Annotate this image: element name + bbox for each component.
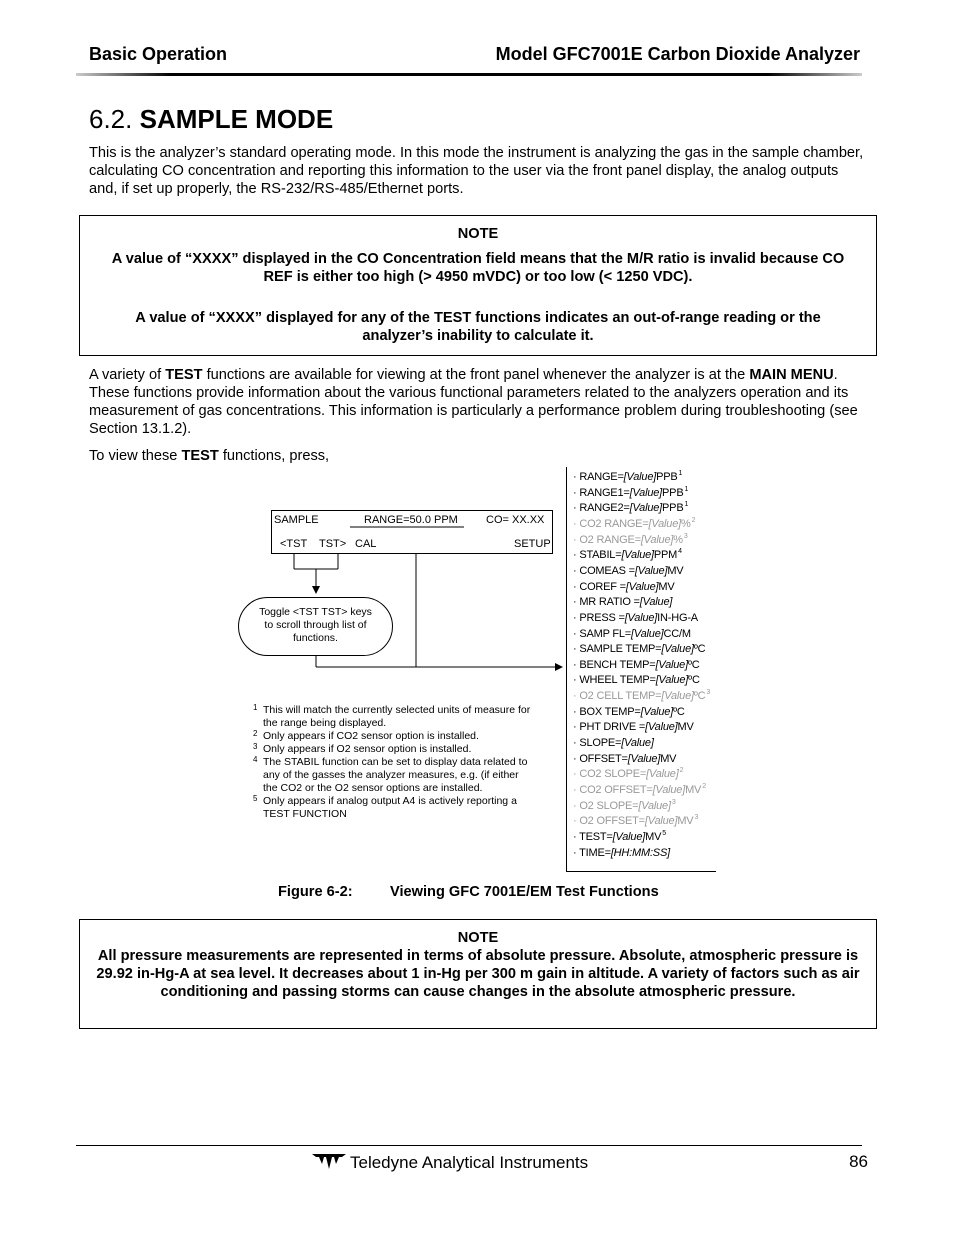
footnote-text: Only appears if CO2 sensor option is installed.: [263, 730, 479, 742]
test-function-value: [Value]: [640, 533, 674, 546]
test-function-name: SLOPE=: [579, 737, 622, 750]
tst-left-button[interactable]: <TST: [280, 538, 308, 550]
test-function-name: TIME=: [579, 846, 611, 859]
bullet: ·: [573, 674, 580, 687]
para2-text: functions are available for viewing at the front panel whenever the analyzer is at the: [202, 367, 750, 383]
cal-button[interactable]: CAL: [355, 538, 377, 550]
footnote-text: Only appears if O2 sensor option is installed.: [263, 743, 472, 755]
test-function-footnote-ref: 3: [671, 798, 676, 806]
note1-heading: NOTE: [457, 226, 499, 242]
footnote-4: [253, 756, 553, 795]
toggle-line: Toggle <TST TST> keys: [259, 606, 372, 618]
test-function-unit: PPB: [662, 486, 684, 499]
footnote-text: TEST FUNCTION: [263, 808, 347, 820]
test-function-name: O2 SLOPE=: [579, 799, 639, 812]
test-function-name: PHT DRIVE =: [579, 721, 646, 734]
bullet: ·: [573, 737, 580, 750]
test-function-item: [573, 658, 701, 671]
test-function-name: RANGE2=: [579, 502, 630, 515]
test-function-item: [573, 486, 688, 499]
test-function-value: [Value]: [646, 768, 679, 781]
para2-text: A variety of: [89, 367, 166, 383]
test-function-value: [Value]: [612, 830, 646, 843]
bullet: ·: [573, 611, 580, 624]
test-function-item: [573, 673, 701, 686]
test-function-name: COMEAS =: [579, 564, 635, 577]
test-function-value: [Value]: [645, 721, 678, 734]
figure-caption: [278, 884, 659, 900]
test-function-footnote-ref: 2: [679, 767, 684, 775]
para2-bold-main-menu: MAIN MENU: [749, 367, 834, 383]
section-title: SAMPLE MODE: [139, 104, 334, 134]
test-function-item: [573, 501, 688, 514]
footer-company-name: Teledyne Analytical Instruments: [350, 1152, 589, 1172]
test-function-list: [566, 467, 716, 872]
test-function-footnote-ref: 3: [706, 689, 711, 697]
test-function-value: [Value]: [655, 658, 688, 671]
test-function-name: RANGE1=: [579, 486, 630, 499]
test-function-item: [573, 830, 666, 843]
test-function-name: CO2 SLOPE=: [579, 768, 647, 781]
test-function-name: O2 OFFSET=: [579, 815, 645, 828]
footer-company: [312, 1152, 588, 1175]
test-function-item: [573, 720, 695, 733]
test-function-name: O2 RANGE=: [579, 533, 641, 546]
test-function-item: [573, 595, 673, 608]
bullet: ·: [573, 784, 580, 796]
test-function-value: [Value]: [661, 643, 694, 656]
test-function-unit: PPB: [656, 471, 678, 483]
footer-rule: [76, 1145, 862, 1146]
bullet: ·: [573, 815, 580, 828]
panel-sample-label: SAMPLE: [274, 514, 319, 526]
test-function-value: [Value]: [625, 580, 659, 593]
test-function-footnote-ref: 2: [702, 783, 706, 790]
bullet: ·: [573, 471, 580, 483]
bullet: ·: [573, 549, 580, 562]
para3-text: To view these: [89, 448, 182, 464]
test-function-item: [573, 627, 692, 640]
para2-bold-test: TEST: [165, 367, 203, 383]
bullet: ·: [573, 596, 580, 609]
test-function-item: [573, 689, 710, 702]
test-function-name: OFFSET=: [579, 752, 628, 765]
note2-text: All pressure measurements are represented in terms of absolute pressure. Absolute, atmospheric pressure is 29.92 in-Hg-A at sea level. It decreases about 1 in-Hg per 300 m gain in altitude. A variety of factors such as air conditioning and passing storms can cause changes in the absolute atmospheric pressure.: [96, 948, 860, 1000]
footnote-2: [253, 730, 553, 743]
test-function-name: STABIL=: [579, 549, 622, 562]
panel-range-label: RANGE=50.0 PPM: [364, 514, 458, 526]
test-function-name: O2 CELL TEMP=: [579, 690, 662, 703]
test-function-unit: PPM: [653, 549, 678, 562]
bullet: ·: [573, 658, 580, 671]
bullet: ·: [573, 768, 580, 781]
bullet: ·: [573, 564, 580, 577]
test-function-unit: %: [673, 533, 683, 546]
footnote-text: The STABIL function can be set to display data related to: [263, 756, 528, 768]
setup-button[interactable]: SETUP: [514, 538, 551, 550]
test-function-unit: MV: [685, 784, 702, 796]
tst-right-button[interactable]: TST>: [319, 538, 347, 550]
test-function-item: [573, 517, 695, 530]
test-function-footnote-ref: 1: [678, 470, 683, 477]
test-function-value: [Value]: [627, 752, 661, 765]
test-function-unit: ºC: [693, 643, 706, 656]
test-function-unit: MV: [645, 830, 662, 843]
toggle-instruction: [238, 597, 393, 656]
note2-heading: NOTE: [457, 930, 499, 946]
bullet: ·: [573, 627, 580, 640]
test-function-name: COREF =: [579, 580, 626, 593]
bullet: ·: [573, 533, 580, 546]
test-function-value: [Value]: [621, 737, 654, 750]
test-function-footnote-ref: 4: [678, 548, 682, 556]
test-function-name: WHEEL TEMP=: [579, 674, 656, 687]
test-function-item: [573, 846, 671, 859]
test-function-unit: IN-HG-A: [657, 611, 698, 624]
test-function-unit: CC/M: [663, 627, 691, 640]
test-function-unit: MV: [677, 815, 694, 828]
test-function-name: BENCH TEMP=: [579, 658, 656, 671]
footnote-marker: 5: [253, 794, 258, 803]
test-function-value: [Value]: [640, 705, 674, 718]
footnote-5: [253, 795, 553, 821]
test-function-footnote-ref: 2: [691, 516, 696, 524]
bullet: ·: [573, 643, 580, 656]
bullet: ·: [573, 502, 580, 515]
bullet: ·: [573, 830, 580, 843]
test-function-item: [573, 580, 675, 593]
footnote-marker: 4: [253, 755, 258, 764]
footnote-text: Only appears if analog output A4 is actively reporting a: [263, 795, 517, 807]
footnote-marker: 3: [253, 742, 258, 751]
test-function-footnote-ref: 5: [662, 829, 666, 837]
test-function-value: [Value]: [629, 502, 663, 515]
test-function-item: [573, 736, 655, 749]
test-function-value: [Value]: [652, 784, 686, 796]
teledyne-logo-icon: [312, 1152, 346, 1175]
footnote-text: any of the gasses the analyzer measures, e.g. (if either: [263, 769, 519, 781]
test-function-value: [Value]: [644, 815, 678, 828]
footnote-marker: 1: [253, 703, 258, 712]
test-function-name: BOX TEMP=: [579, 705, 641, 718]
test-function-value: [Value]: [624, 611, 658, 624]
footnote-3: [253, 743, 553, 756]
section-number: 6.2.: [89, 104, 133, 134]
test-function-unit: ºC: [688, 674, 700, 687]
test-function-value: [Value]: [655, 674, 689, 687]
footnote-text: the CO2 or the O2 sensor options are installed.: [263, 782, 483, 794]
test-function-unit: PPB: [662, 502, 684, 515]
test-function-name: SAMP FL=: [579, 627, 632, 640]
test-function-item: [573, 533, 688, 546]
header-left: Basic Operation: [89, 44, 228, 64]
test-function-item: [573, 642, 706, 655]
footnote-1: [253, 704, 553, 730]
test-function-value: [Value]: [629, 486, 663, 499]
test-function-value: [Value]: [661, 690, 694, 703]
footnote-marker: 2: [253, 729, 258, 738]
test-function-item: [573, 470, 682, 483]
bullet: ·: [573, 752, 580, 765]
test-function-name: CO2 OFFSET=: [579, 784, 653, 796]
bullet: ·: [573, 517, 580, 530]
figure-title: Viewing GFC 7001E/EM Test Functions: [390, 884, 659, 900]
test-function-unit: MV: [658, 580, 675, 593]
panel-co-label: CO= XX.XX: [486, 514, 545, 526]
test-function-value: [Value]: [638, 799, 671, 812]
bullet: ·: [573, 721, 580, 734]
test-function-footnote-ref: 3: [683, 532, 688, 540]
para3-text: functions, press,: [218, 448, 330, 464]
intro-paragraph: This is the analyzer’s standard operating mode. In this mode the instrument is analyzing the gas in the sample chamber, calculating CO concentration and reporting this information to the user via the front panel display, the analog outputs and, if set up properly, the RS-232/RS-485/Ethernet ports.: [89, 145, 864, 197]
test-function-item: [573, 564, 684, 577]
test-function-name: MR RATIO =: [579, 596, 640, 609]
bullet: ·: [573, 580, 580, 593]
test-function-unit: MV: [667, 564, 684, 577]
test-function-name: TEST=: [579, 830, 613, 843]
test-function-unit: MV: [660, 752, 677, 765]
test-function-item: [573, 799, 676, 812]
test-function-name: CO2 RANGE=: [579, 517, 649, 530]
figure-number: Figure 6-2:: [278, 884, 353, 900]
test-function-value: [Value]: [623, 471, 657, 483]
test-function-name: PRESS =: [579, 611, 625, 624]
toggle-line: to scroll through list of: [264, 619, 367, 631]
test-function-footnote-ref: 1: [684, 485, 689, 493]
note1-line1: A value of “XXXX” displayed in the CO Concentration field means that the M/R ratio is invalid because CO REF is either too high (> 4950 mVDC) or too low (< 1250 VDC).: [111, 251, 845, 285]
test-function-item: [573, 783, 706, 796]
toggle-line: functions.: [293, 632, 338, 644]
note-box-2: [79, 919, 877, 1029]
test-function-value: [Value]: [631, 627, 664, 640]
page-number: 86: [849, 1152, 868, 1171]
test-function-unit: %: [681, 517, 691, 530]
test-function-value: [Value]: [621, 549, 654, 562]
test-function-unit: ºC: [687, 658, 700, 671]
test-function-value: [Value]: [639, 596, 673, 609]
test-function-item: [573, 752, 677, 765]
test-function-item: [573, 548, 682, 561]
para2-text: . These functions provide information about the various functional parameters related to the analyzers operation and its measurement of gas concentrations. This information is particularly a performance problem during troubleshooting (see Section 13.1.2).: [89, 367, 858, 437]
front-panel-display: [271, 510, 553, 554]
test-function-item: [573, 611, 699, 624]
test-function-item: [573, 767, 683, 780]
test-function-name: SAMPLE TEMP=: [579, 643, 662, 656]
test-function-value: [Value]: [648, 517, 681, 530]
bullet: ·: [573, 799, 580, 812]
bullet: ·: [573, 846, 580, 859]
test-function-footnote-ref: 3: [694, 814, 699, 822]
test-function-unit: ºC: [693, 690, 706, 703]
test-function-item: [573, 814, 698, 827]
test-function-unit: MV: [677, 721, 694, 734]
test-function-value: [HH:MM:SS]: [610, 846, 670, 859]
bullet: ·: [573, 486, 580, 499]
test-function-name: RANGE=: [579, 471, 624, 483]
test-function-item: [573, 705, 686, 718]
footnote-text: This will match the currently selected units of measure for: [263, 704, 531, 716]
header-right: Model GFC7001E Carbon Dioxide Analyzer: [495, 44, 860, 64]
para3-bold-test: TEST: [181, 448, 219, 464]
footnote-text: the range being displayed.: [263, 717, 387, 729]
bullet: ·: [573, 690, 580, 703]
test-function-value: [Value]: [634, 564, 668, 577]
test-function-unit: ºC: [673, 705, 685, 718]
note1-line2: A value of “XXXX” displayed for any of the TEST functions indicates an out-of-range reading or the analyzer’s inability to calculate it.: [135, 310, 821, 344]
test-function-footnote-ref: 1: [684, 501, 689, 509]
bullet: ·: [573, 705, 580, 718]
